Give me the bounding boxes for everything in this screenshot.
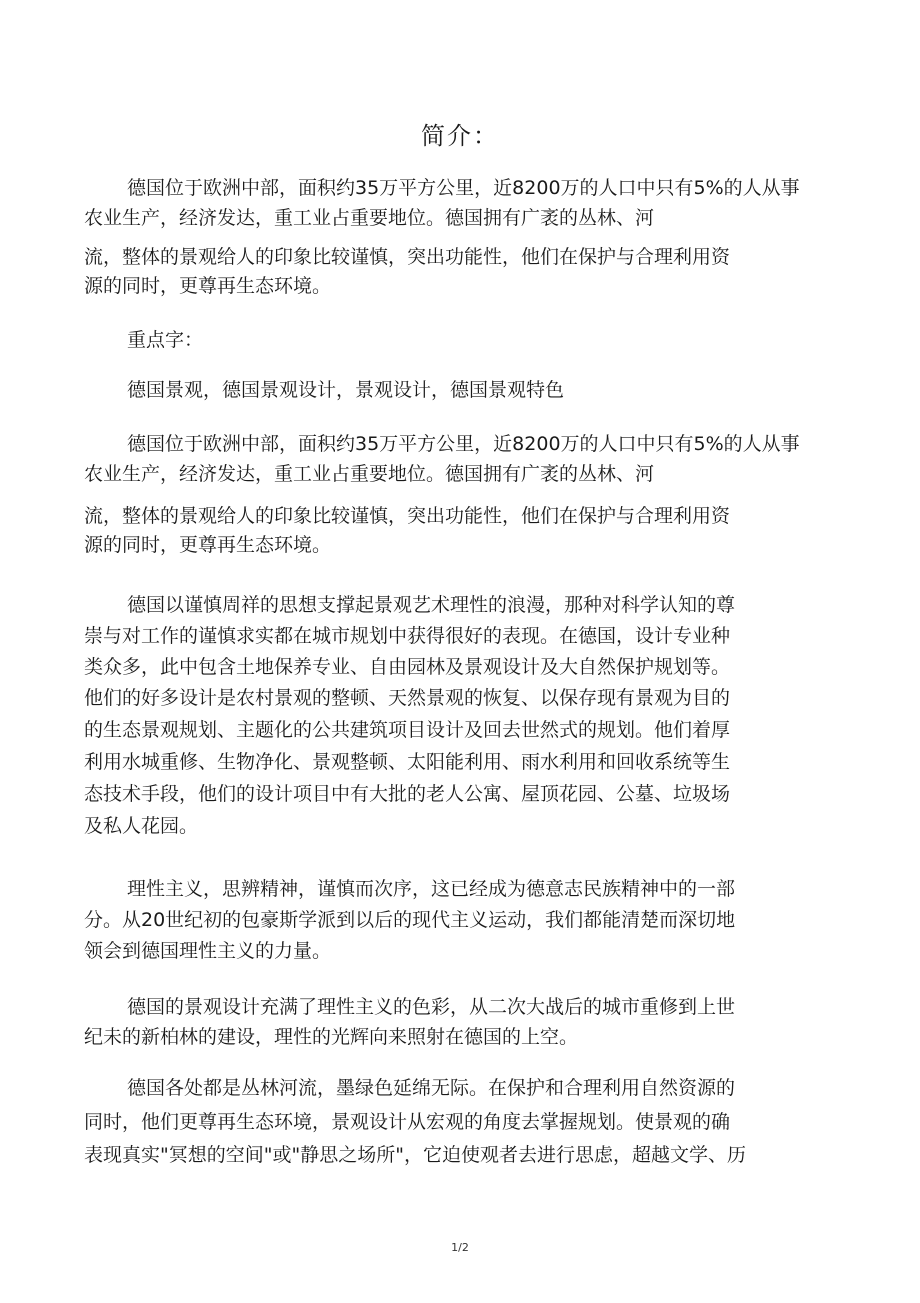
paragraph-line: 领会到德国理性主义的力量。	[84, 940, 332, 962]
page-title: 简介：	[421, 122, 499, 150]
paragraph-line: 利用水城重修、生物净化、景观整顿、太阳能利用、雨水利用和回收系统等生	[84, 751, 731, 773]
paragraph-line: 理性主义，思辨精神，谨慎而次序，这已经成为德意志民族精神中的一部	[127, 878, 736, 900]
paragraph-line: 纪未的新柏林的建设，理性的光辉向来照射在德国的上空。	[84, 1026, 579, 1048]
paragraph-line: 崇与对工作的谨慎求实都在城市规划中获得很好的表现。在德国，设计专业种	[84, 625, 731, 647]
paragraph-line: 他们的好多设计是农村景观的整顿、天然景观的恢复、以保存现有景观为目的	[84, 687, 731, 709]
paragraph-line: 及私人花园。	[84, 815, 199, 837]
paragraph-line: 同时，他们更尊再生态环境，景观设计从宏观的角度去掌握规划。使景观的确	[84, 1111, 731, 1133]
paragraph-line: 表现真实"冥想的空间"或"静思之场所"，它迫使观者去进行思虑，超越文学、历	[84, 1144, 746, 1166]
keywords-list: 德国景观，德国景观设计，景观设计，德国景观特色	[127, 379, 565, 401]
page-number: 1/2	[451, 1241, 469, 1254]
paragraph-line: 德国位于欧洲中部，面积约35万平方公里，近8200万的人口中只有5%的人从事	[127, 177, 800, 199]
paragraph-line: 德国位于欧洲中部，面积约35万平方公里，近8200万的人口中只有5%的人从事	[127, 433, 800, 455]
paragraph-line: 流，整体的景观给人的印象比较谨慎，突出功能性，他们在保护与合理利用资	[84, 246, 731, 268]
paragraph-line: 德国以谨慎周祥的思想支撑起景观艺术理性的浪漫，那种对科学认知的尊	[127, 594, 736, 616]
paragraph-line: 农业生产，经济发达，重工业占重要地位。德国拥有广袤的丛林、河	[84, 207, 655, 229]
paragraph-line: 流，整体的景观给人的印象比较谨慎，突出功能性，他们在保护与合理利用资	[84, 505, 731, 527]
paragraph-line: 态技术手段，他们的设计项目中有大批的老人公寓、屋顶花园、公墓、垃圾场	[84, 783, 731, 805]
paragraph-line: 农业生产，经济发达，重工业占重要地位。德国拥有广袤的丛林、河	[84, 463, 655, 485]
keywords-heading: 重点字：	[127, 329, 204, 351]
paragraph-line: 源的同时，更尊再生态环境。	[84, 534, 332, 556]
paragraph-line: 德国各处都是丛林河流，墨绿色延绵无际。在保护和合理利用自然资源的	[127, 1077, 736, 1099]
paragraph-line: 类众多，此中包含土地保养专业、自由园林及景观设计及大自然保护规划等。	[84, 656, 731, 678]
paragraph-line: 德国的景观设计充满了理性主义的色彩，从二次大战后的城市重修到上世	[127, 996, 736, 1018]
paragraph-line: 的生态景观规划、主题化的公共建筑项目设计及回去世然式的规划。他们着厚	[84, 719, 731, 741]
paragraph-line: 源的同时，更尊再生态环境。	[84, 275, 332, 297]
paragraph-line: 分。从20世纪初的包豪斯学派到以后的现代主义运动，我们都能清楚而深切地	[84, 909, 736, 931]
